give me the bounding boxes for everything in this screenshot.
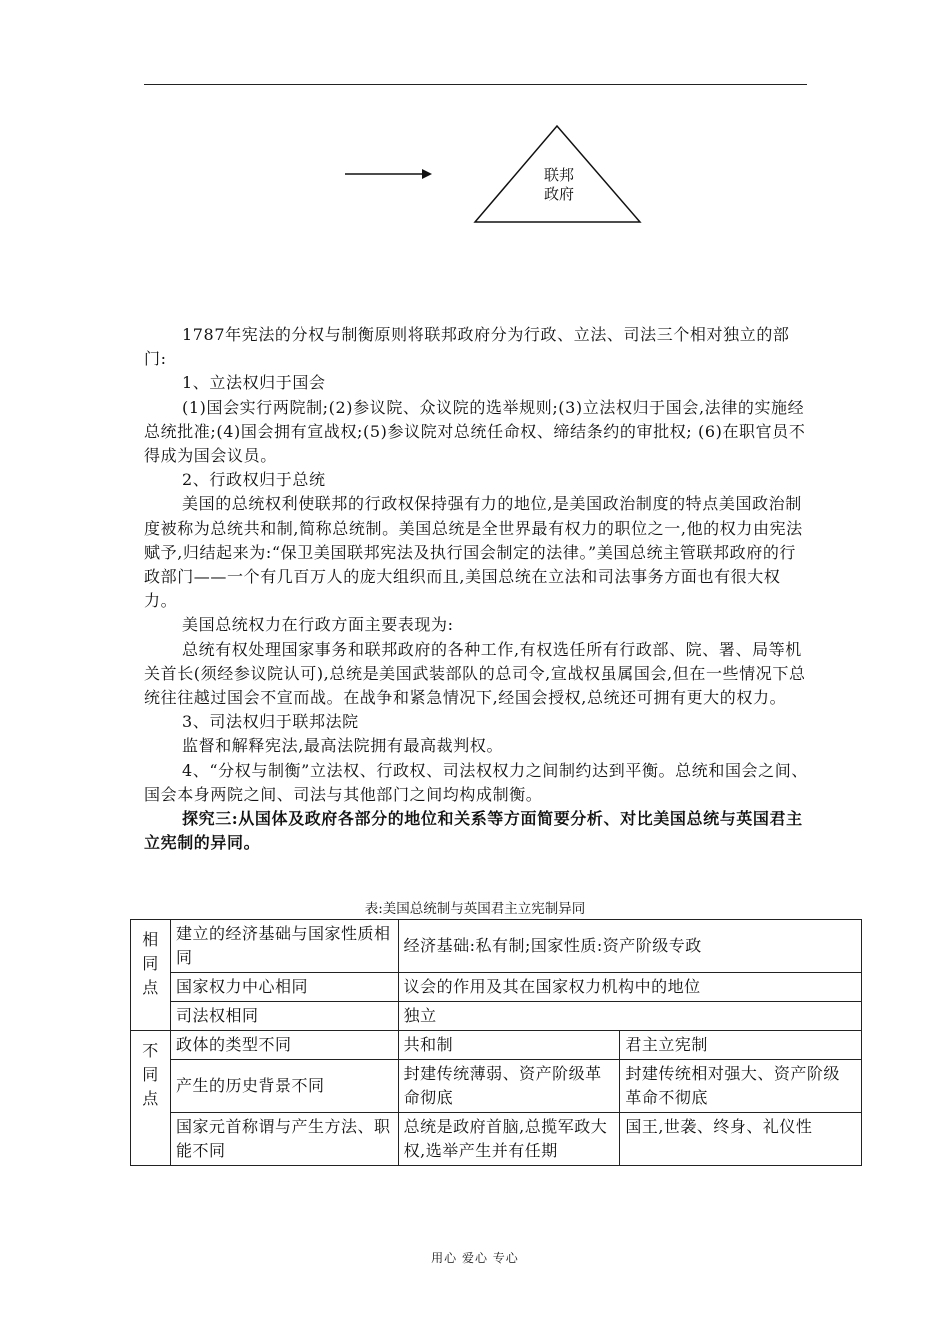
same-desc-cell: 独立 xyxy=(398,1002,861,1031)
diff-uk-cell: 国王,世袭、终身、礼仪性 xyxy=(620,1113,862,1166)
diff-uk-cell: 君主立宪制 xyxy=(620,1031,862,1060)
diff-uk-cell: 封建传统相对强大、资产阶级革命不彻底 xyxy=(620,1060,862,1113)
page-footer: 用心 爱心 专心 xyxy=(431,1251,519,1265)
same-desc-cell: 议会的作用及其在国家权力机构中的地位 xyxy=(398,973,861,1002)
table-caption: 表:美国总统制与英国君主立宪制异同 xyxy=(364,901,586,917)
same-desc-cell: 经济基础:私有制;国家性质:资产阶级专政 xyxy=(398,920,861,973)
section-heading-legislative: 1、立法权归于国会 xyxy=(182,373,326,393)
intro-paragraph: 1787年宪法的分权与制衡原则将联邦政府分为行政、立法、司法三个相对独立的部门: xyxy=(144,325,790,369)
diff-us-cell: 封建传统薄弱、资产阶级革命彻底 xyxy=(398,1060,620,1113)
arrowhead-icon xyxy=(422,169,432,179)
diff-item-cell: 产生的历史背景不同 xyxy=(170,1060,398,1113)
same-item-cell: 司法权相同 xyxy=(170,1002,398,1031)
diff-item-cell: 政体的类型不同 xyxy=(170,1031,398,1060)
triangle-label-line2: 政府 xyxy=(543,185,574,203)
federal-government-diagram xyxy=(0,0,950,240)
diff-us-cell: 共和制 xyxy=(398,1031,620,1060)
same-points-label: 相 同 点 xyxy=(131,920,171,1031)
body-text xyxy=(144,323,808,855)
judicial-paragraph: 监督和解释宪法,最高法院拥有最高裁判权。 xyxy=(182,736,504,756)
diff-points-label: 不 同 点 xyxy=(131,1031,171,1166)
diff-item-cell: 国家元首称谓与产生方法、职能不同 xyxy=(170,1113,398,1166)
section-heading-executive: 2、行政权归于总统 xyxy=(182,470,326,490)
table-row xyxy=(131,1002,862,1031)
table-row xyxy=(131,1031,862,1060)
comparison-table xyxy=(130,919,862,1166)
diff-us-cell: 总统是政府首脑,总揽军政大权,选举产生并有任期 xyxy=(398,1113,620,1166)
table-row xyxy=(131,1060,862,1113)
legislative-paragraph: (1)国会实行两院制;(2)参议院、众议院的选举规则;(3)立法权归于国会,法律的实施经总统批准;(4)国会拥有宣战权;(5)参议院对总统任命权、缔结条约的审批权; (6)在职官员不得成为国会议员。 xyxy=(144,397,806,466)
triangle-label-line1: 联邦 xyxy=(543,166,574,184)
same-item-cell: 国家权力中心相同 xyxy=(170,973,398,1002)
executive-paragraph: 美国的总统权利使联邦的行政权保持强有力的地位,是美国政治制度的特点美国政治制度被称为总统共和制,简称总统制。美国总统是全世界最有权力的职位之一,他的权力由宪法赋予,归结起来为:“保卫美国联邦宪法及执行国会制定的法律。”美国总统主管联邦政府的行政部门——一个有几百万人的庞大组织而且,美国总统在立法和司法事务方面也有很大权力。 xyxy=(144,494,803,611)
checks-balances-paragraph: 4、“分权与制衡”立法权、行政权、司法权权力之间制约达到平衡。总统和国会之间、国会本身两院之间、司法与其他部门之间均构成制衡。 xyxy=(144,760,808,804)
table-row xyxy=(131,973,862,1002)
explore-three-heading: 探究三:从国体及政府各部分的地位和关系等方面简要分析、对比美国总统与英国君主立宪制的异同。 xyxy=(144,809,803,853)
section-heading-judicial: 3、司法权归于联邦法院 xyxy=(182,712,359,732)
executive-powers-heading: 美国总统权力在行政方面主要表现为: xyxy=(182,615,454,635)
same-item-cell: 建立的经济基础与国家性质相同 xyxy=(170,920,398,973)
table-row xyxy=(131,1113,862,1166)
executive-powers-paragraph: 总统有权处理国家事务和联邦政府的各种工作,有权选任所有行政部、院、署、局等机关首长(须经参议院认可),总统是美国武装部队的总司令,宣战权虽属国会,但在一些情况下总统往往越过国会不宣而战。在战争和紧急情况下,经国会授权,总统还可拥有更大的权力。 xyxy=(144,639,806,708)
table-row xyxy=(131,920,862,973)
